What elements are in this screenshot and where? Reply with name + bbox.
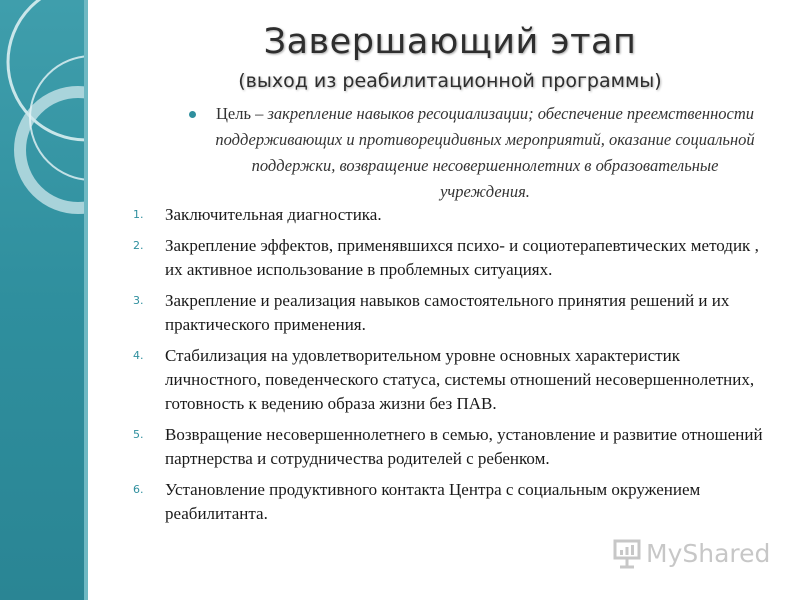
presentation-board-icon	[612, 537, 642, 569]
list-item	[133, 234, 773, 282]
slide-title: Завершающий этап	[263, 22, 637, 62]
step-text: Установление продуктивного контакта Центра с социальным окружением реабилитанта.	[165, 480, 701, 523]
step-text: Закрепление эффектов, применявшихся психо- и социотерапевтических методик , их активное использование в проблемных ситуациях.	[165, 236, 759, 279]
step-text: Заключительная диагностика.	[165, 205, 382, 224]
bullet-dot-icon	[189, 111, 196, 118]
step-text: Стабилизация на удовлетворительном уровне основных характеристик личностного, поведенческого статуса, системы отношений несовершеннолетних, готовность к ведению образа жизни без ПАВ.	[165, 346, 755, 413]
goal-lead: Цель	[215, 104, 251, 123]
list-item	[133, 344, 773, 416]
list-item	[133, 203, 773, 227]
step-text: Закрепление и реализация навыков самостоятельного принятия решений и их практического применения.	[165, 291, 730, 334]
step-number: 5.	[133, 428, 144, 441]
decorative-rings	[0, 0, 88, 600]
watermark-text: MyShared	[646, 538, 771, 568]
steps-list	[133, 203, 773, 533]
list-item	[133, 423, 773, 471]
list-item	[133, 289, 773, 337]
step-number: 1.	[133, 208, 144, 221]
list-item	[133, 478, 773, 526]
step-number: 4.	[133, 349, 144, 362]
decorative-sidebar	[0, 0, 88, 600]
step-number: 2.	[133, 239, 144, 252]
sidebar-edge	[84, 0, 88, 600]
goal-paragraph	[205, 101, 765, 205]
goal-text: – закрепление навыков ресоциализации; обеспечение преемственности поддерживающих и противорецидивных мероприятий, оказание социальной поддержки, возвращение несовершеннолетних в образовательные учреждения.	[215, 104, 755, 201]
step-number: 3.	[133, 294, 144, 307]
myshared-watermark	[612, 536, 770, 570]
step-text: Возвращение несовершеннолетнего в семью, установление и развитие отношений партнерства и сотрудничества родителей с ребенком.	[165, 425, 763, 468]
step-number: 6.	[133, 483, 144, 496]
slide-subtitle: (выход из реабилитационной программы)	[238, 70, 662, 92]
